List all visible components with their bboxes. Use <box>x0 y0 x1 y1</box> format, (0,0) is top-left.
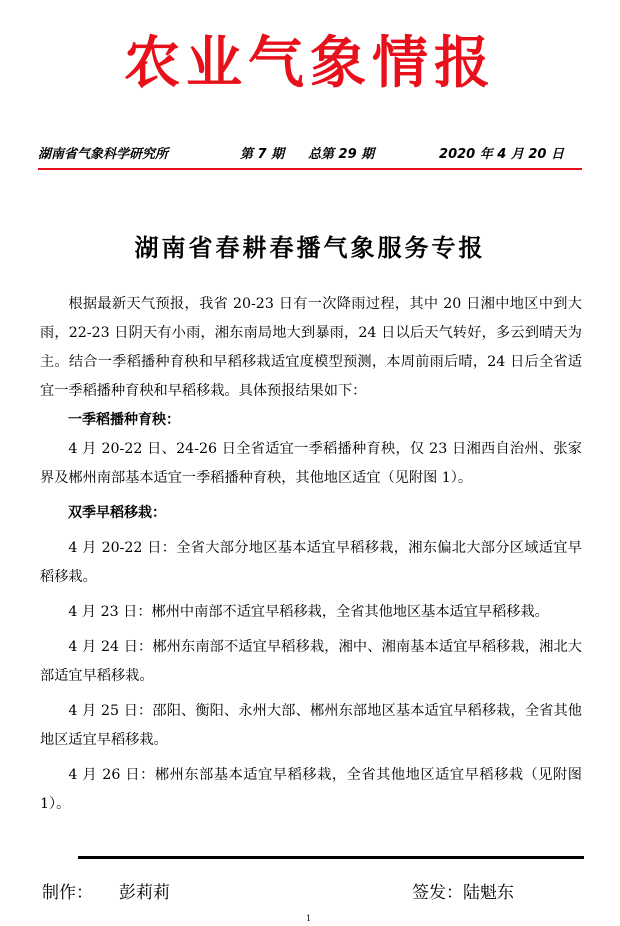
maker-name: 彭莉莉 <box>119 883 170 903</box>
issue-number: 第 7 期 <box>240 147 285 162</box>
issuing-organization: 湖南省气象科学研究所 <box>38 147 169 162</box>
red-divider-line <box>38 168 582 170</box>
document-title: 湖南省春耕春播气象服务专报 <box>134 233 486 262</box>
issue-info-bar <box>38 145 572 165</box>
page-number: 1 <box>306 914 312 923</box>
section-heading-rice-seedling: 一季稻播种育秧： <box>68 412 180 428</box>
signer-credit <box>412 880 514 906</box>
signer-label: 签发： <box>412 883 463 903</box>
forecast-item: 4 月 20-22 日：全省大部分地区基本适宜早稻移栽，湘东偏北大部分区域适宜早稻移栽。 <box>40 540 582 585</box>
forecast-item: 4 月 24 日：郴州东南部不适宜早稻移栽，湘中、湘南基本适宜早稻移栽，湘北大部适宜早稻移栽。 <box>40 639 582 684</box>
maker-credit <box>42 880 170 906</box>
section-heading-early-rice-transplant: 双季早稻移栽： <box>68 505 166 521</box>
issue-date: 2020 年 4 月 20 日 <box>439 147 564 162</box>
forecast-item: 4 月 23 日：郴州中南部不适宜早稻移栽，全省其他地区基本适宜早稻移栽。 <box>68 604 549 620</box>
forecast-item: 4 月 25 日：邵阳、衡阳、永州大部、郴州东部地区基本适宜早稻移栽，全省其他地区适宜早稻移栽。 <box>40 703 582 748</box>
intro-paragraph: 根据最新天气预报，我省 20-23 日有一次降雨过程，其中 20 日湘中地区中到大雨，22-23 日阴天有小雨，湘东南局地大到暴雨，24 日以后天气转好，多云到晴天为主。结合一季稻播种育秧和早稻移栽适宜度模型预测，本周前雨后晴，24 日后全省适宜一季稻播种育秧和早稻移栽。具体预报结果如下： <box>40 296 582 399</box>
issue-total-number: 总第 29 期 <box>308 147 375 162</box>
masthead-title: 农业气象情报 <box>124 30 496 96</box>
document-body <box>40 290 582 819</box>
footer-divider-line <box>78 856 584 859</box>
signer-name: 陆魁东 <box>463 883 514 903</box>
section-rice-seedling-text: 4 月 20-22 日、24-26 日全省适宜一季稻播种育秧，仅 23 日湘西自治州、张家界及郴州南部基本适宜一季稻播种育秧，其他地区适宜（见附图 1）。 <box>40 441 582 486</box>
maker-label: 制作： <box>42 883 93 903</box>
forecast-item: 4 月 26 日：郴州东部基本适宜早稻移栽，全省其他地区适宜早稻移栽（见附图 1）。 <box>40 767 582 812</box>
